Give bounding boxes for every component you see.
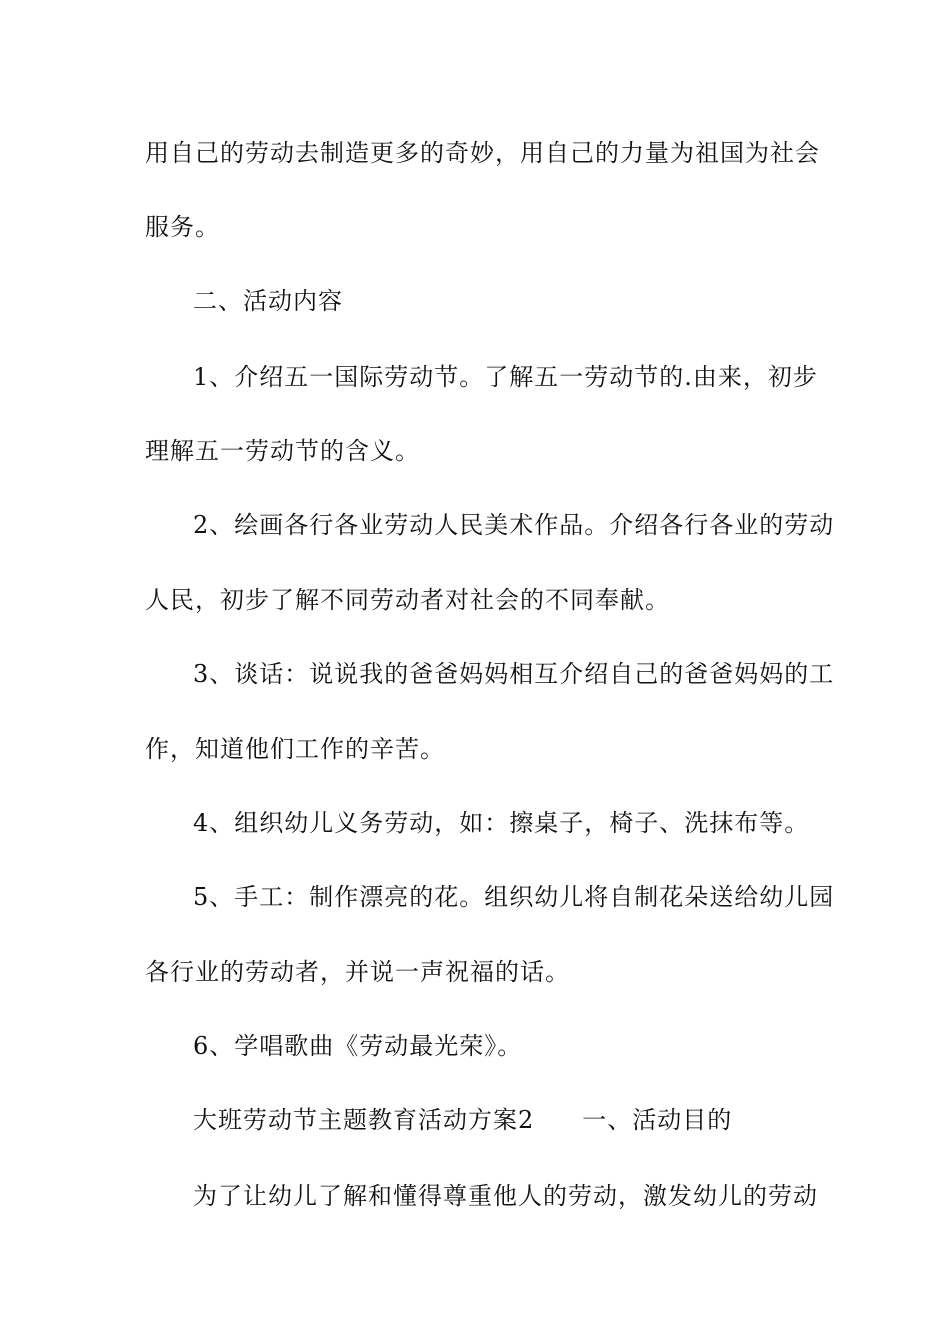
paragraph-line: 理解五一劳动节的含义。 (145, 437, 420, 465)
list-item: 6、学唱歌曲《劳动最光荣》。 (193, 1032, 523, 1060)
paragraph-line: 作，知道他们工作的辛苦。 (145, 735, 445, 763)
document-title: 大班劳动节主题教育活动方案2 (193, 1106, 535, 1134)
list-item: 1、介绍五一国际劳动节。了解五一劳动节的.由来，初步 (193, 363, 818, 391)
section-heading: 二、活动内容 (193, 287, 343, 315)
list-item: 3、谈话：说说我的爸爸妈妈相互介绍自己的爸爸妈妈的工 (193, 660, 835, 688)
list-item: 4、组织幼儿义务劳动，如：擦桌子，椅子、洗抹布等。 (193, 809, 810, 837)
list-item: 5、手工：制作漂亮的花。组织幼儿将自制花朵送给幼儿园 (193, 883, 835, 911)
paragraph-line: 服务。 (145, 213, 220, 241)
paragraph-line: 各行业的劳动者，并说一声祝福的话。 (145, 958, 570, 986)
section-heading: 一、活动目的 (582, 1106, 733, 1134)
paragraph-line: 人民，初步了解不同劳动者对社会的不同奉献。 (145, 586, 670, 614)
paragraph-line: 为了让幼儿了解和懂得尊重他人的劳动，激发幼儿的劳动 (193, 1182, 818, 1210)
list-item: 2、绘画各行各业劳动人民美术作品。介绍各行各业的劳动 (193, 511, 835, 539)
title-line (193, 1105, 732, 1135)
paragraph-line: 用自己的劳动去制造更多的奇妙，用自己的力量为祖国为社会 (145, 139, 820, 167)
